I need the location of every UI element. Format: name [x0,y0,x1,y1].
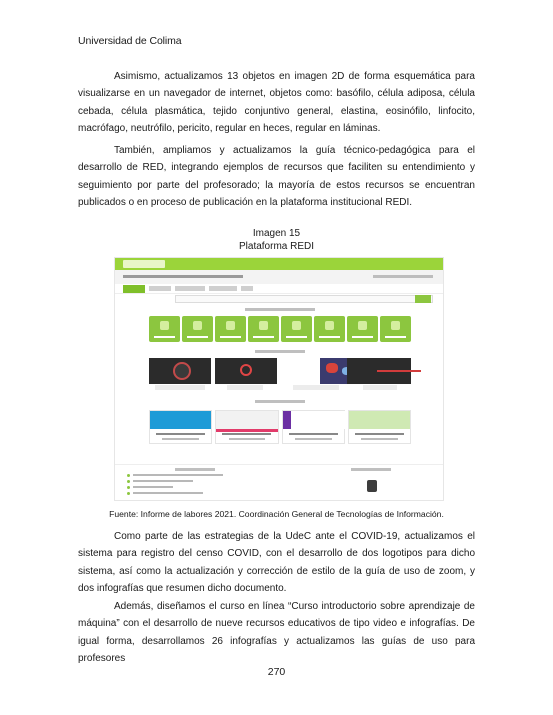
platform-category-row [149,316,411,342]
platform-search-field [175,295,433,303]
running-header: Universidad de Colima [78,35,182,47]
ring-image [240,364,252,376]
category-card [248,316,279,342]
category-card [281,316,312,342]
platform-logo [123,260,165,268]
category-card [314,316,345,342]
category-card [215,316,246,342]
paragraph-objects-2d: Asimismo, actualizamos 13 objetos en imagen 2D de forma esquemática para visualizarse en un navegador de internet, objetos como: basófilo, célula adiposa, célula cebada, célula plasmática, tejido conjuntivo general, elastina, eosinófilo, linfocito, macrófago, neutrófilo, pericito, regular en heces, regular en láminas. [78,71,475,135]
platform-footer [115,464,443,501]
paragraph-guide-red: También, ampliamos y actualizamos la guía técnico-pedagógica para el desarrollo de RED, integrando ejemplos de recursos que faciliten su entendimiento y seguimiento por parte del profesorado; la mayoría de estos recursos se encuentran publicados o en proceso de publicación en la plataforma institucional REDI. [78,145,475,209]
figure-title: Plataforma REDI [238,241,315,252]
platform-search-button [415,295,431,303]
redi-platform-screenshot [114,257,444,501]
category-card [380,316,411,342]
paragraph-course: Además, diseñamos el curso en línea “Curso introductorio sobre aprendizaje de máquina” con el desarrollo de nueve recursos educativos de tipo video e infografías. De igual forma, desarrollamos 26 infografías y actualizamos las guías de uso para profesores [78,601,475,665]
resource-card [348,410,411,444]
category-card [182,316,213,342]
figure-source: Fuente: Informe de labores 2021. Coordinación General de Tecnologías de Información. [109,509,444,519]
platform-nav-active-tab [123,285,145,293]
figure-label: Imagen 15 [252,228,301,239]
recent-resources-row [149,410,411,444]
category-card [347,316,378,342]
resource-card [282,410,345,444]
resource-card [215,410,278,444]
resource-card [149,410,212,444]
placenta-image [173,362,191,380]
page-number: 270 [267,666,286,678]
paragraph-covid: Como parte de las estrategias de la UdeC ante el COVID-19, actualizamos el sistema para registro del censo COVID, con el desarrollo de dos logotipos para dicho sistema, así como la actualización y corrección de estilo de la guía de uso de zoom, y dos infografías que resumen dicho documento. [78,531,475,595]
footer-photo [367,480,377,492]
category-card [149,316,180,342]
